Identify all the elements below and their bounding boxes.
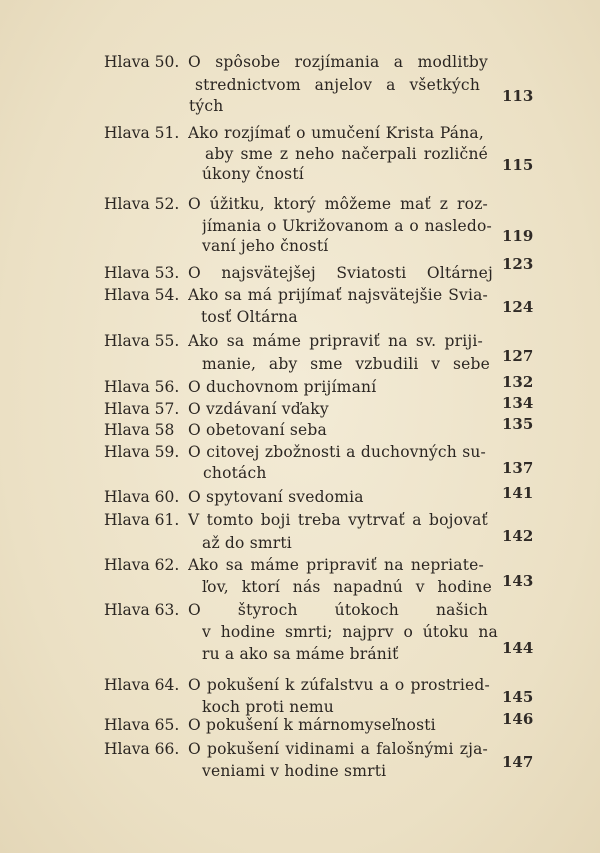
chapter-title-line: O štyroch útokoch našich xyxy=(188,601,488,619)
page-number: 135 xyxy=(502,415,534,433)
chapter-title-line: ľov, ktorí nás napadnú v hodine xyxy=(202,578,492,596)
chapter-title-line: manie, aby sme vzbudili v sebe xyxy=(202,355,490,373)
page-number: 141 xyxy=(502,484,534,502)
chapter-label: Hlava 55. xyxy=(104,332,180,350)
chapter-title-line: O vzdávaní vďaky xyxy=(188,400,329,418)
chapter-title-line: úkony čností xyxy=(202,165,304,183)
page-number: 119 xyxy=(502,227,534,245)
page-number: 145 xyxy=(502,688,534,706)
chapter-label: Hlava 50. xyxy=(104,53,180,71)
chapter-label: Hlava 58 xyxy=(104,421,175,439)
chapter-title-line: ru a ako sa máme brániť xyxy=(202,645,399,663)
page-number: 124 xyxy=(502,298,534,316)
chapter-title-line: v hodine smrti; najprv o útoku na xyxy=(202,623,498,641)
chapter-title-line: O pokušení vidinami a falošnými zja- xyxy=(188,740,488,758)
chapter-title-line: chotách xyxy=(203,464,267,482)
page-number: 142 xyxy=(502,527,534,545)
chapter-title-line: O spôsobe rozjímania a modlitby xyxy=(188,53,488,71)
chapter-title-line: Ako rozjímať o umučení Krista Pána, xyxy=(188,124,484,142)
chapter-title-line: vaní jeho čností xyxy=(202,237,329,255)
page-number: 127 xyxy=(502,347,534,365)
chapter-title-line: O duchovnom prijímaní xyxy=(188,378,377,396)
page-number: 132 xyxy=(502,373,534,391)
chapter-label: Hlava 54. xyxy=(104,286,180,304)
page-number: 147 xyxy=(502,753,534,771)
page-number: 144 xyxy=(502,639,534,657)
chapter-label: Hlava 62. xyxy=(104,556,180,574)
chapter-label: Hlava 56. xyxy=(104,378,180,396)
chapter-label: Hlava 52. xyxy=(104,195,180,213)
chapter-title-line: O najsvätejšej Sviatosti Oltárnej xyxy=(188,264,493,282)
chapter-label: Hlava 61. xyxy=(104,511,180,529)
chapter-title-line: Ako sa máme pripraviť na nepriate- xyxy=(188,556,484,574)
chapter-title-line: O citovej zbožnosti a duchovných su- xyxy=(188,443,486,461)
chapter-label: Hlava 64. xyxy=(104,676,180,694)
page-number: 115 xyxy=(502,156,534,174)
chapter-title-line: Ako sa máme pripraviť na sv. priji- xyxy=(188,332,483,350)
page-number: 137 xyxy=(502,459,534,477)
chapter-label: Hlava 63. xyxy=(104,601,180,619)
chapter-title-line: V tomto boji treba vytrvať a bojovať xyxy=(188,511,488,529)
chapter-title-line: O spytovaní svedomia xyxy=(188,488,364,506)
page-number: 146 xyxy=(502,710,534,728)
chapter-title-line: tosť Oltárna xyxy=(201,308,298,326)
page-number: 113 xyxy=(502,87,534,105)
chapter-label: Hlava 51. xyxy=(104,124,180,142)
chapter-label: Hlava 66. xyxy=(104,740,180,758)
chapter-title-line: O pokušení k márnomyseľnosti xyxy=(188,716,436,734)
page-number: 123 xyxy=(502,255,534,273)
chapter-title-line: O obetovaní seba xyxy=(188,421,327,439)
chapter-title-line: strednictvom anjelov a všetkých xyxy=(195,76,480,94)
page-number: 143 xyxy=(502,572,534,590)
chapter-title-line: O pokušení k zúfalstvu a o prostried- xyxy=(188,676,490,694)
chapter-title-line: O úžitku, ktorý môžeme mať z roz- xyxy=(188,195,488,213)
chapter-label: Hlava 57. xyxy=(104,400,180,418)
chapter-title-line: až do smrti xyxy=(202,534,292,552)
chapter-title-line: Ako sa má prijímať najsvätejšie Svia- xyxy=(188,286,488,304)
chapter-title-line: aby sme z neho načerpali rozličné xyxy=(205,145,488,163)
chapter-title-line: tých xyxy=(189,97,224,115)
chapter-label: Hlava 60. xyxy=(104,488,180,506)
chapter-label: Hlava 65. xyxy=(104,716,180,734)
chapter-title-line: koch proti nemu xyxy=(202,698,334,716)
chapter-label: Hlava 53. xyxy=(104,264,180,282)
page-number: 134 xyxy=(502,394,534,412)
chapter-title-line: jímania o Ukrižovanom a o nasledo- xyxy=(202,217,492,235)
chapter-label: Hlava 59. xyxy=(104,443,180,461)
chapter-title-line: veniami v hodine smrti xyxy=(202,762,387,780)
